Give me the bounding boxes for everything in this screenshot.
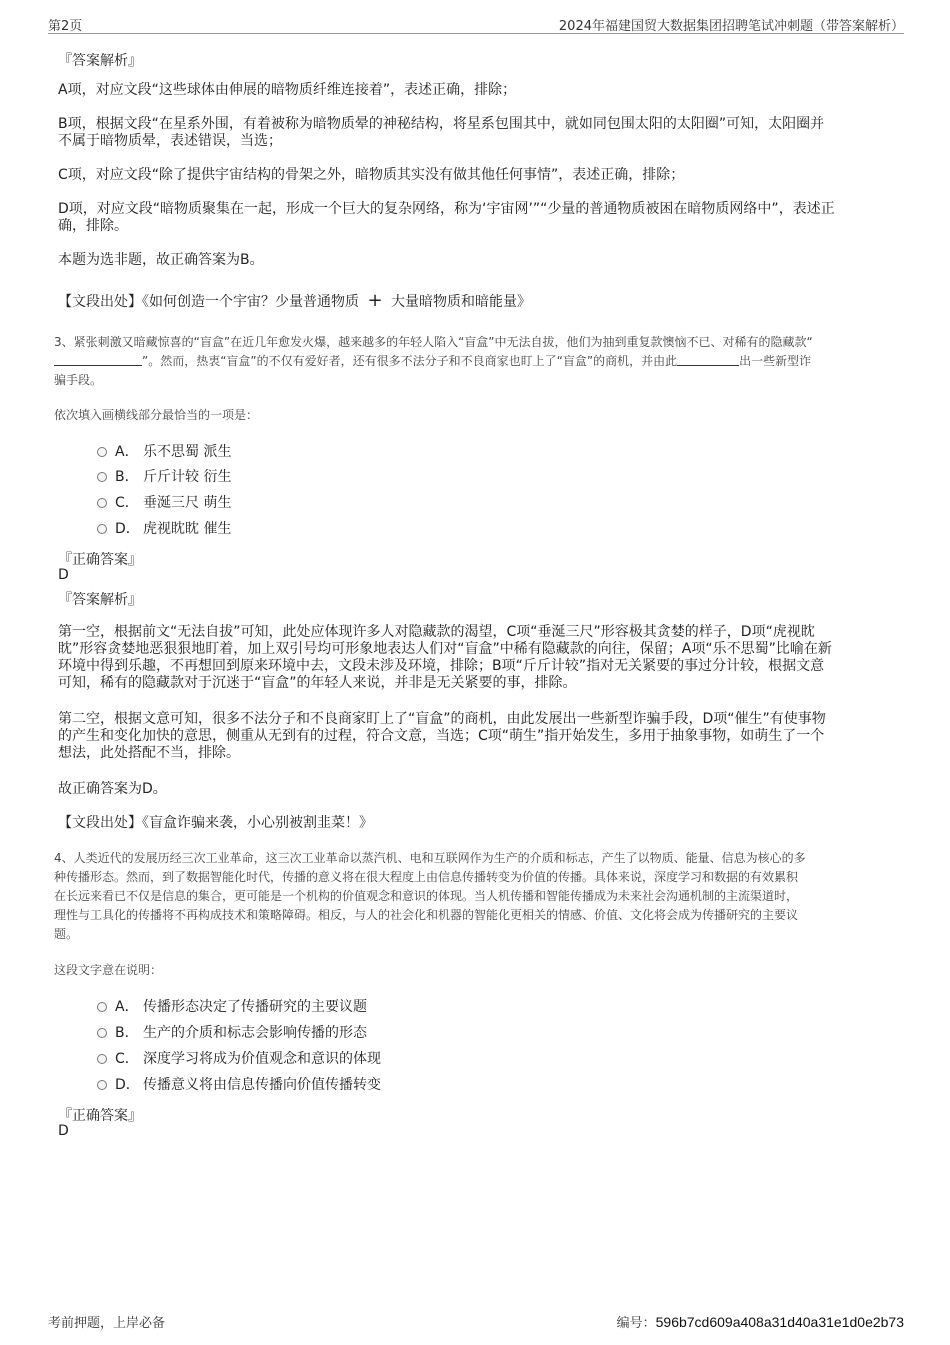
radio-icon[interactable] bbox=[97, 498, 107, 508]
q4-option-b[interactable]: B． 生产的介质和标志会影响传播的形态 bbox=[97, 1023, 367, 1043]
q3-explain-2-line3: 想法，此处搭配不当，排除。 bbox=[58, 745, 240, 761]
q3-analysis-label: 『答案解析』 bbox=[58, 592, 142, 608]
q3-answer-label: 『正确答案』 bbox=[58, 552, 142, 568]
radio-icon[interactable] bbox=[97, 1002, 107, 1012]
q3-conclusion: 故正确答案为D。 bbox=[58, 781, 167, 797]
q3-stem-line3: 骗手段。 bbox=[54, 373, 103, 387]
analysis-b-line2: 不属于暗物质晕，表述错误，当选； bbox=[58, 133, 282, 149]
page-number: 第2页 bbox=[48, 19, 83, 34]
q3-stem-line2: ”。然而，热衷“盲盒”的不仅有爱好者，还有很多不法分子和不良商家也盯上了“盲盒”的商机，并由此 出一些新型诈 bbox=[54, 352, 811, 371]
document-id: 编号：596b7cd609a408a31d40a31e1d0e2b73 bbox=[616, 1314, 904, 1331]
q3-prompt: 依次填入画横线部分最恰当的一项是： bbox=[54, 408, 259, 422]
q3-explain-1-line4: 可知，稀有的隐藏款对于沉迷于“盲盒”的年轻人来说，并非是无关紧要的事，排除。 bbox=[58, 675, 577, 691]
radio-icon[interactable] bbox=[97, 1080, 107, 1090]
q4-stem-line1: 4、人类近代的发展历经三次工业革命，这三次工业革命以蒸汽机、电和互联网作为生产的介质和标志，产生了以物质、能量、信息为核心的多 bbox=[54, 851, 806, 865]
source-text-a: 【文段出处】《如何创造一个宇宙？少量普通物质 bbox=[58, 294, 359, 310]
q3-option-a[interactable]: A． 乐不思蜀 派生 bbox=[97, 442, 231, 462]
analysis-a: A项，对应文段“这些球体由伸展的暗物质纤维连接着”，表述正确，排除； bbox=[58, 82, 517, 98]
q4-stem-line2: 种传播形态。然而，到了数据智能化时代，传播的意义将在很大程度上由信息传播转变为价值的传播。具体来说，深度学习和数据的有效累积 bbox=[54, 870, 799, 884]
page-header bbox=[48, 13, 904, 34]
footer-slogan: 考前押题，上岸必备 bbox=[48, 1316, 166, 1331]
analysis-d-line2: 确，排除。 bbox=[58, 218, 128, 234]
source-text-b: 大量暗物质和暗能量》 bbox=[391, 294, 531, 310]
q3-answer: D bbox=[58, 567, 69, 583]
radio-icon[interactable] bbox=[97, 1054, 107, 1064]
q3-stem-line1: 3、紧张刺激又暗藏惊喜的“盲盒”在近几年愈发火爆，越来越多的年轻人陷入“盲盒”中无法自拔，他们为抽到重复款懊恼不已、对稀有的隐藏款“ bbox=[54, 335, 813, 349]
page-footer bbox=[48, 1312, 904, 1334]
analysis-c: C项，对应文段“除了提供宇宙结构的骨架之外，暗物质其实没有做其他任何事情”，表述正确，排除； bbox=[58, 167, 685, 183]
q4-option-a[interactable]: A． 传播形态决定了传播研究的主要议题 bbox=[97, 997, 367, 1017]
radio-icon[interactable] bbox=[97, 472, 107, 482]
q3-explain-1-line1: 第一空，根据前文“无法自拔”可知，此处应体现许多人对隐藏款的渴望，C项“垂涎三尺”形容极其贪婪的样子，D项“虎视眈 bbox=[58, 624, 815, 640]
q3-explain-2-line1: 第二空，根据文意可知，很多不法分子和不良商家盯上了“盲盒”的商机，由此发展出一些新型诈骗手段，D项“催生”有使事物 bbox=[58, 711, 826, 727]
document-title: 2024年福建国贸大数据集团招聘笔试冲刺题（带答案解析） bbox=[558, 19, 904, 34]
q4-option-d[interactable]: D． 传播意义将由信息传播向价值传播转变 bbox=[97, 1075, 381, 1095]
q3-explain-1-line2: 眈”形容贪婪地恶狠狠地盯着，加上双引号均可形象地表达人们对“盲盒”中稀有隐藏款的向往，保留；A项“乐不思蜀”比喻在新 bbox=[58, 641, 832, 657]
analysis-b-line1: B项，根据文段“在星系外围，有着被称为暗物质晕的神秘结构，将星系包围其中，就如同包围太阳的太阳圈”可知，太阳圈并 bbox=[58, 116, 825, 132]
q4-stem-line4: 理性与工具化的传播将不再构成技术和策略障碍。相反，与人的社会化和机器的智能化更相关的情感、价值、文化将会成为传播研究的主要议 bbox=[54, 908, 799, 922]
q4-stem-line3: 在长远来看已不仅是信息的集合，更可能是一个机构的价值观念和意识的体现。当人机传播和智能传播成为未来社会沟通机制的主流渠道时， bbox=[54, 889, 799, 903]
radio-icon[interactable] bbox=[97, 524, 107, 534]
q2-source bbox=[58, 292, 531, 311]
q4-option-c[interactable]: C． 深度学习将成为价值观念和意识的体现 bbox=[97, 1049, 381, 1069]
radio-icon[interactable] bbox=[97, 1028, 107, 1038]
q3-option-b[interactable]: B． 斤斤计较 衍生 bbox=[97, 467, 231, 487]
radio-icon[interactable] bbox=[97, 447, 107, 457]
fill-blank-2 bbox=[677, 354, 739, 366]
q4-answer-label: 『正确答案』 bbox=[58, 1108, 142, 1124]
analysis-label: 『答案解析』 bbox=[58, 53, 142, 69]
q3-option-d[interactable]: D． 虎视眈眈 催生 bbox=[97, 519, 231, 539]
q3-source: 【文段出处】《盲盒诈骗来袭，小心别被割韭菜！》 bbox=[58, 815, 373, 831]
q2-conclusion: 本题为选非题，故正确答案为B。 bbox=[58, 252, 264, 268]
q4-stem-line5: 题。 bbox=[54, 927, 79, 941]
analysis-d-line1: D项，对应文段“暗物质聚集在一起，形成一个巨大的复杂网络，称为‘宇宙网’”“少量的普通物质被困在暗物质网络中”，表述正 bbox=[58, 201, 835, 217]
plus-symbol: + bbox=[367, 290, 383, 311]
q4-prompt: 这段文字意在说明： bbox=[54, 963, 163, 977]
q4-answer: D bbox=[58, 1123, 69, 1139]
q3-explain-1-line3: 环境中得到乐趣，不再想回到原来环境中去，文段未涉及环境，排除；B项“斤斤计较”指对无关紧要的事过分计较，根据文意 bbox=[58, 658, 825, 674]
q3-option-c[interactable]: C． 垂涎三尺 萌生 bbox=[97, 493, 231, 513]
q3-explain-2-line2: 的产生和变化加快的意思，侧重从无到有的过程，符合文意，当选；C项“萌生”指开始发生，多用于抽象事物，如萌生了一个 bbox=[58, 728, 825, 744]
fill-blank-1 bbox=[54, 354, 142, 366]
